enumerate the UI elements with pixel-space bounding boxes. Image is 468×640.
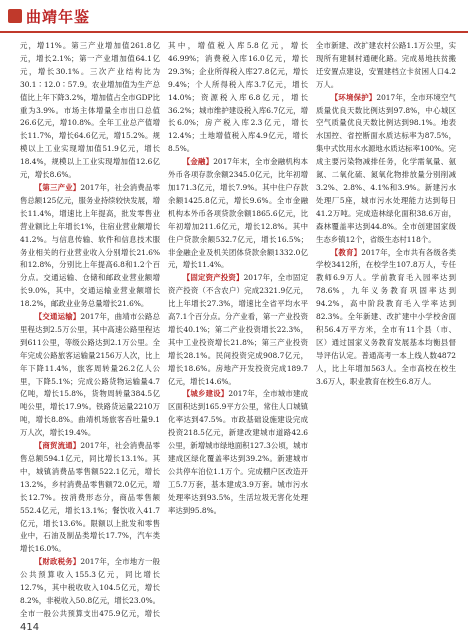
paragraph-text: 其中，增值税入库5.8亿元，增长46.99%；消费税入库16.0亿元，增长29.3%；企业所得税入库27.8亿元，增长9.4%；个人所得税入库3.7亿元，增长14.0%；资源税入库6.8亿元，增长36.2%；城市维护建设税入库6.7亿元，增长6.0%；房产税入库2.3亿元，增长12.4%；土地增值税入库4.9亿元，增长8.5%。 [168,41,308,154]
book-title: 曲靖年鉴 [26,8,91,26]
paragraph [316,247,456,389]
paragraph-text: 全市新建、改扩建农村公路1.1万公里，实现所有建制村通硬化路。完成易地扶贫搬迁安置点建设，安置建档立卡贫困人口4.2万人。 [316,41,456,89]
paragraph [20,311,160,440]
page-number: 414 [20,622,40,633]
paragraph-text: 2017年，全市固定资产投资（不含农户）完成2321.9亿元，比上年增长27.3%，增速比全省平均水平高7.1个百分点。分产业看，第一产业投资增长40.1%；第二产业投资增长22.3%，其中工业投资增长21.8%；第三产业投资增长28.1%。民间投资完成908.7亿元，增长18.6%。房地产开发投资完成189.7亿元，增长14.6%。 [168,273,308,386]
section-heading: 【城乡建设】 [182,389,229,399]
paragraph-text: 2017年，社会消费品零售总额125亿元，服务业持续较快发展，增长11.4%，增速比上年提高，批发零售业营业额比上年增长1%，住宿业营业额增长41.2%。与信息传输、软件和信息技术服务业相关的行业营业收入分别增长21.6%和12.8%，分别比上年提高6.8和1.2个百分点。交通运输、仓储和邮政业营业额增长9.0%，其中，交通运输业营业额增长18.2%，邮政业业务总量增长21.6%。 [20,182,160,309]
text-column [168,40,308,620]
article-body [20,40,460,620]
section-heading: 【金融】 [182,157,214,167]
paragraph [316,40,456,92]
paragraph [20,440,160,556]
section-heading: 【财政税务】 [34,557,81,567]
paragraph-text: 2017年末，全市金融机构本外币各项存款余额2345.0亿元，比年初增加171.3亿元，增长7.9%。其中住户存款余额1425.8亿元，增长9.6%。全市金融机构本外币各项贷款余额1865.6亿元，比年初增加211.6亿元，增长12.8%。其中住户贷款余额532.7亿元，增长16.5%；非金融企业及机关团体贷款余额1332.0亿元，增长11.4%。 [168,157,308,270]
paragraph [168,156,308,272]
header-rule [0,31,468,33]
section-heading: 【环境保护】 [330,92,377,102]
paragraph [316,92,456,247]
text-column [316,40,456,620]
section-heading: 【商贸流通】 [34,441,81,451]
paragraph [168,388,308,517]
section-heading: 【教育】 [330,247,362,257]
paragraph-text: 2017年，社会消费品零售总额594.1亿元，同比增长13.1%。其中，城镇消费品零售额522.1亿元，增长13.2%，乡村消费品零售额72.0亿元，增长12.7%。按消费形态分，商品零售额552.4亿元，增长13.1%；餐饮收入41.7亿元，增长13.6%。限额以上批发和零售业中，石油及制品类增长17.7%，汽车类增长16.0%。 [20,441,160,554]
paragraph-text: 2017年，全市地方一般公共预算收入155.3亿元，同比增长12.7%，其中税收收入104.5亿元，增长8.2%，非税收入50.8亿元，增长23.0%。全市一般公共预算支出475.9亿元，增长 [20,557,160,618]
yearbook-logo-icon [8,9,22,23]
page-header [0,0,468,36]
paragraph [168,272,308,388]
paragraph-text: 元，增11%。第三产业增加值261.8亿元，增长2.1%；第一产业增加值64.1亿元，增长30.1%。三次产业结构比为30.1∶12.0∶57.9。农业增加值为生产总值比上年下降3.2%，增加值占全市GDP比重为3.9%。市场主体增量全市出口总值26.6亿元，增10.8%。全年工业总产值增长11.7%，增长64.6亿元，增15.2%。规模以上工业实现增加值51.9亿元，增长18.4%，规模以上工业实现增加值12.6亿元，增长8.6%。 [20,41,160,180]
section-heading: 【交通运输】 [34,312,81,322]
paragraph-text: 2017年，全市共有各级各类学校3412所，在校学生107.8万人，专任教师6.9万人。学前教育毛入园率达到78.6%，九年义务教育巩固率达到94.2%，高中阶段教育毛入学率达到82.3%。全年新建、改扩建中小学校舍面积56.4万平方米，全市有11个县（市、区）通过国家义务教育发展基本均衡县督导评估认定。普通高考一本上线人数4872人，比上年增加563人。全市高校在校生3.6万人，职业教育在校生6.8万人。 [316,247,456,386]
paragraph [20,40,160,182]
paragraph-text: 2017年，全市城市建成区面积达到165.9平方公里，常住人口城镇化率达到47.5%。市政基础设施建设完成投资218.5亿元，新建改建城市道路42.6公里，新增城市绿地面积127.3公顷，城市建成区绿化覆盖率达到39.2%。新建城市公共停车泊位1.1万个。完成棚户区改造开工5.7万套，基本建成3.9万套。城市污水处理率达到93.5%，生活垃圾无害化处理率达到95.8%。 [168,389,308,515]
section-heading: 【固定资产投资】 [182,273,244,283]
section-heading: 【第三产业】 [34,182,81,192]
paragraph [168,40,308,156]
text-column [20,40,160,620]
paragraph [20,182,160,311]
paragraph [20,556,160,620]
paragraph-text: 2017年，全市环境空气质量优良天数比例达到97.8%，中心城区空气质量优良天数比例达到98.1%。地表水国控、省控断面水质达标率为87.5%，集中式饮用水水源地水质达标率100%。完成主要污染物减排任务，化学需氧量、氨氮、二氧化硫、氮氧化物排放量分别削减3.2%、2.8%、4.1%和3.9%。新建污水处理厂5座，城市污水处理能力达到每日41.2万吨。完成造林绿化面积38.6万亩，森林覆盖率达到44.8%。全市创建国家级生态乡镇12个，省级生态村118个。 [316,92,456,244]
paragraph-text: 2017年，曲靖市公路总里程达到2.5万公里，其中高速公路里程达到611公里，等级公路达到2.1万公里。全年完成公路旅客运输量2156万人次，比上年下降11.4%，旅客周转量26.2亿人公里，下降5.1%；完成公路货物运输量4.7亿吨，增长15.8%，货物周转量384.5亿吨公里，增长17.9%。铁路货运量2210万吨，增长8.8%。曲靖机场旅客吞吐量9.1万人次，增长19.4%。 [20,312,160,438]
